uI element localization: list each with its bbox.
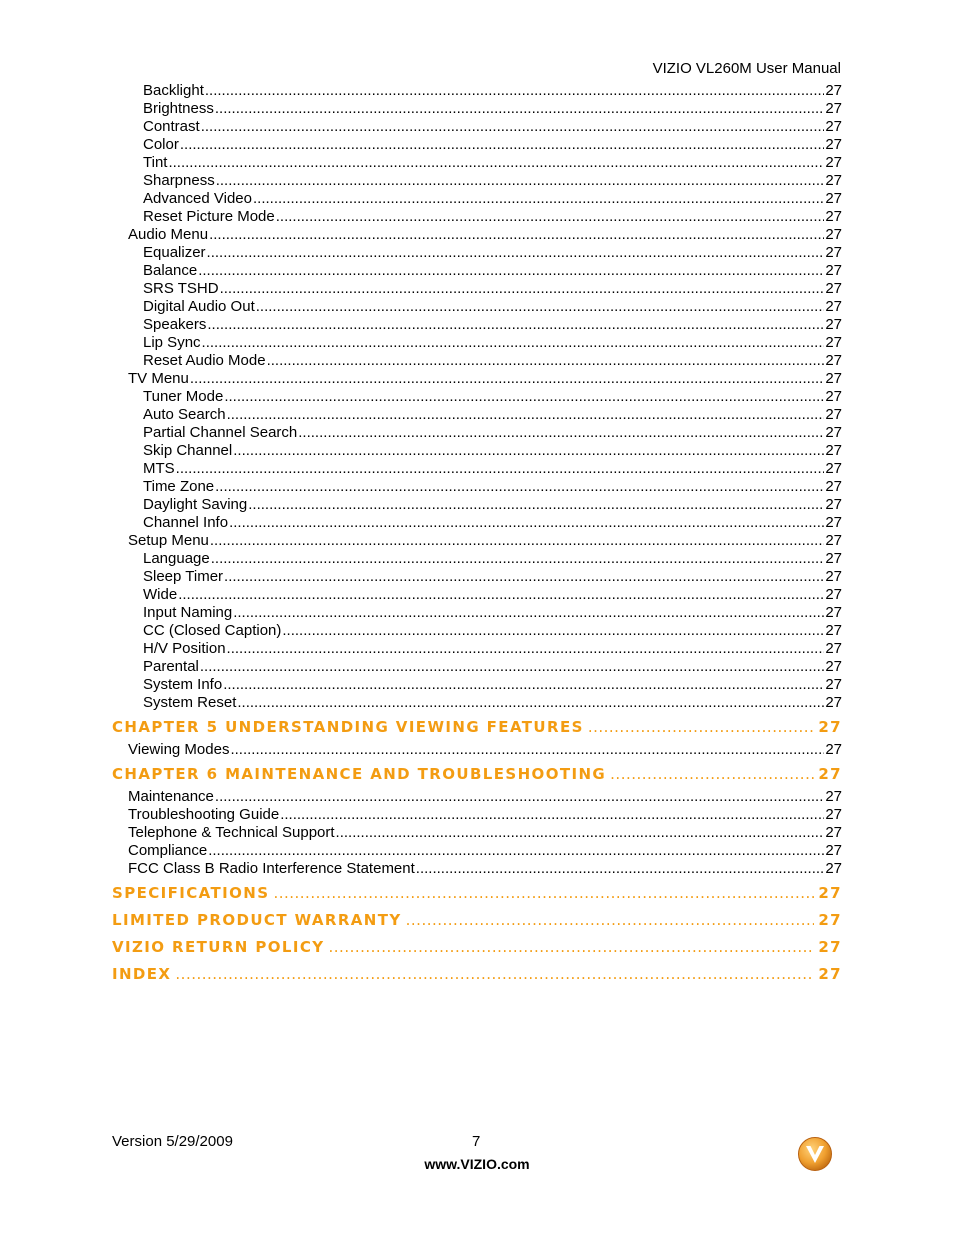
toc-dot-leader [207, 316, 824, 334]
toc-page-number: 27 [818, 718, 842, 736]
toc-page-number: 27 [825, 676, 842, 693]
toc-entry-title: Skip Channel [143, 442, 233, 459]
toc-entry-title: Tuner Mode [143, 388, 224, 405]
toc-dot-leader [178, 586, 824, 604]
toc-page-number: 27 [825, 788, 842, 805]
toc-dot-leader [190, 370, 824, 388]
toc-entry-title: Lip Sync [143, 334, 201, 351]
toc-entry[interactable] [112, 514, 842, 532]
toc-entry[interactable] [112, 424, 842, 442]
toc-chapter-heading[interactable] [112, 961, 842, 988]
toc-entry[interactable] [112, 622, 842, 640]
toc-entry-title: Troubleshooting Guide [128, 806, 280, 823]
toc-entry[interactable] [112, 860, 842, 878]
toc-entry[interactable] [112, 460, 842, 478]
toc-dot-leader [180, 136, 824, 154]
toc-page-number: 27 [825, 172, 842, 189]
toc-page-number: 27 [825, 352, 842, 369]
toc-dot-leader [276, 208, 825, 226]
toc-dot-leader [176, 460, 825, 478]
toc-entry-title: Compliance [128, 842, 208, 859]
toc-page-number: 27 [825, 478, 842, 495]
toc-page-number: 27 [825, 118, 842, 135]
toc-page-number: 27 [825, 824, 842, 841]
toc-entry[interactable] [112, 226, 842, 244]
toc-chapter-heading[interactable] [112, 761, 842, 788]
toc-entry-title: Balance [143, 262, 198, 279]
toc-entry-title: Contrast [143, 118, 200, 135]
toc-dot-leader [227, 640, 825, 658]
toc-entry-title: Viewing Modes [128, 741, 230, 758]
toc-entry-title: H/V Position [143, 640, 226, 657]
toc-entry[interactable] [112, 406, 842, 424]
footer-version: Version 5/29/2009 [112, 1133, 233, 1150]
toc-dot-leader [224, 568, 824, 586]
toc-dot-leader [233, 604, 824, 622]
toc-entry-title: CHAPTER 6 MAINTENANCE AND TROUBLESHOOTING [112, 765, 607, 783]
toc-entry-title: Digital Audio Out [143, 298, 255, 315]
toc-entry-title: Wide [143, 586, 178, 603]
toc-page-number: 27 [818, 938, 842, 956]
toc-dot-leader [202, 334, 825, 352]
toc-entry-title: Brightness [143, 100, 214, 117]
toc-dot-leader [256, 298, 825, 316]
toc-page-number: 27 [825, 694, 842, 711]
toc-entry[interactable] [112, 658, 842, 676]
toc-entry[interactable] [112, 442, 842, 460]
toc-chapter-heading[interactable] [112, 934, 842, 961]
toc-dot-leader [230, 741, 824, 759]
toc-entry-title: Telephone & Technical Support [128, 824, 335, 841]
toc-dot-leader [215, 100, 824, 118]
toc-entry[interactable] [112, 788, 842, 806]
toc-dot-leader [588, 714, 815, 741]
toc-page-number: 27 [825, 82, 842, 99]
toc-entry[interactable] [112, 532, 842, 550]
toc-dot-leader [205, 82, 824, 100]
toc-page-number: 27 [825, 460, 842, 477]
toc-page-number: 27 [825, 532, 842, 549]
toc-entry[interactable] [112, 824, 842, 842]
toc-dot-leader [329, 934, 815, 961]
toc-entry[interactable] [112, 842, 842, 860]
toc-dot-leader [298, 424, 824, 442]
toc-dot-leader [237, 694, 824, 712]
toc-entry-title: Advanced Video [143, 190, 252, 207]
toc-entry-title: Setup Menu [128, 532, 209, 549]
toc-page-number: 27 [825, 370, 842, 387]
toc-entry[interactable] [112, 118, 842, 136]
toc-page-number: 27 [825, 388, 842, 405]
toc-dot-leader [267, 352, 825, 370]
toc-page-number: 27 [818, 911, 842, 929]
toc-entry-title: Maintenance [128, 788, 214, 805]
toc-page-number: 27 [825, 226, 842, 243]
footer-page-number: 7 [472, 1133, 481, 1150]
toc-page-number: 27 [825, 298, 842, 315]
toc-page-number: 27 [825, 208, 842, 225]
toc-dot-leader [210, 532, 824, 550]
toc-dot-leader [416, 860, 825, 878]
toc-entry-title: LIMITED PRODUCT WARRANTY [112, 911, 402, 929]
toc-dot-leader [229, 514, 824, 532]
toc-page-number: 27 [825, 496, 842, 513]
toc-dot-leader [207, 244, 825, 262]
toc-dot-leader [610, 761, 814, 788]
toc-entry-title: Parental [143, 658, 199, 675]
vizio-v-logo-icon [797, 1136, 833, 1172]
toc-entry-title: Equalizer [143, 244, 206, 261]
toc-entry[interactable] [112, 676, 842, 694]
toc-page-number: 27 [825, 860, 842, 877]
toc-entry[interactable] [112, 334, 842, 352]
toc-entry[interactable] [112, 604, 842, 622]
toc-entry[interactable] [112, 136, 842, 154]
toc-entry[interactable] [112, 298, 842, 316]
toc-dot-leader [216, 172, 825, 190]
toc-entry[interactable] [112, 806, 842, 824]
toc-entry-title: Speakers [143, 316, 207, 333]
page-header-title: VIZIO VL260M User Manual [652, 60, 841, 77]
toc-chapter-heading[interactable] [112, 714, 842, 741]
toc-page-number: 27 [825, 334, 842, 351]
toc-entry-title: Reset Audio Mode [143, 352, 266, 369]
toc-page-number: 27 [825, 154, 842, 171]
toc-dot-leader [336, 824, 825, 842]
toc-page-number: 27 [825, 316, 842, 333]
toc-entry[interactable] [112, 262, 842, 280]
toc-page-number: 27 [825, 806, 842, 823]
toc-page-number: 27 [825, 514, 842, 531]
toc-entry-title: CHAPTER 5 UNDERSTANDING VIEWING FEATURES [112, 718, 584, 736]
toc-dot-leader [227, 406, 825, 424]
toc-entry-title: Backlight [143, 82, 204, 99]
toc-page-number: 27 [825, 100, 842, 117]
toc-page-number: 27 [818, 965, 842, 983]
toc-entry[interactable] [112, 478, 842, 496]
toc-entry-title: Tint [143, 154, 168, 171]
toc-entry[interactable] [112, 370, 842, 388]
toc-entry-title: Reset Picture Mode [143, 208, 275, 225]
toc-entry[interactable] [112, 388, 842, 406]
toc-entry[interactable] [112, 496, 842, 514]
footer-url[interactable]: www.VIZIO.com [424, 1156, 530, 1172]
toc-entry-title: System Reset [143, 694, 237, 711]
toc-entry[interactable] [112, 100, 842, 118]
toc-dot-leader [223, 676, 824, 694]
toc-entry-title: Sharpness [143, 172, 215, 189]
toc-entry-title: System Info [143, 676, 223, 693]
toc-page-number: 27 [825, 262, 842, 279]
toc-entry-title: FCC Class B Radio Interference Statement [128, 860, 415, 877]
toc-entry[interactable] [112, 172, 842, 190]
toc-dot-leader [224, 388, 824, 406]
toc-entry-title: CC (Closed Caption) [143, 622, 282, 639]
toc-entry-title: Input Naming [143, 604, 233, 621]
toc-entry[interactable] [112, 244, 842, 262]
table-of-contents [112, 82, 842, 988]
toc-entry-title: Language [143, 550, 210, 567]
toc-page-number: 27 [825, 842, 842, 859]
toc-entry[interactable] [112, 694, 842, 712]
toc-page-number: 27 [825, 550, 842, 567]
toc-page-number: 27 [818, 765, 842, 783]
toc-entry-title: TV Menu [128, 370, 189, 387]
toc-dot-leader [208, 842, 824, 860]
toc-dot-leader [233, 442, 824, 460]
toc-dot-leader [201, 118, 825, 136]
toc-page-number: 27 [825, 406, 842, 423]
toc-dot-leader [273, 880, 814, 907]
toc-entry[interactable] [112, 280, 842, 298]
toc-page-number: 27 [825, 658, 842, 675]
toc-dot-leader [215, 478, 824, 496]
toc-chapter-heading[interactable] [112, 907, 842, 934]
toc-page-number: 27 [825, 640, 842, 657]
toc-entry-title: Auto Search [143, 406, 226, 423]
toc-entry-title: Audio Menu [128, 226, 209, 243]
toc-entry[interactable] [112, 190, 842, 208]
toc-dot-leader [280, 806, 824, 824]
toc-page-number: 27 [825, 604, 842, 621]
toc-entry-title: MTS [143, 460, 175, 477]
toc-dot-leader [282, 622, 824, 640]
toc-entry-title: Partial Channel Search [143, 424, 298, 441]
toc-entry[interactable] [112, 586, 842, 604]
toc-page-number: 27 [825, 442, 842, 459]
toc-entry-title: Color [143, 136, 179, 153]
toc-dot-leader [253, 190, 824, 208]
toc-page-number: 27 [825, 136, 842, 153]
toc-entry-title: SPECIFICATIONS [112, 884, 270, 902]
toc-dot-leader [215, 788, 824, 806]
toc-page-number: 27 [825, 280, 842, 297]
toc-entry-title: VIZIO RETURN POLICY [112, 938, 325, 956]
toc-dot-leader [406, 907, 815, 934]
toc-entry-title: Sleep Timer [143, 568, 224, 585]
toc-chapter-heading[interactable] [112, 880, 842, 907]
toc-page-number: 27 [818, 884, 842, 902]
toc-entry[interactable] [112, 82, 842, 100]
toc-dot-leader [200, 658, 824, 676]
toc-dot-leader [211, 550, 825, 568]
toc-dot-leader [168, 154, 824, 172]
toc-dot-leader [248, 496, 824, 514]
toc-page-number: 27 [825, 586, 842, 603]
toc-dot-leader [198, 262, 824, 280]
toc-dot-leader [209, 226, 824, 244]
toc-entry[interactable] [112, 741, 842, 759]
toc-page-number: 27 [825, 741, 842, 758]
toc-entry[interactable] [112, 550, 842, 568]
toc-dot-leader [220, 280, 825, 298]
toc-entry[interactable] [112, 352, 842, 370]
toc-entry-title: Channel Info [143, 514, 229, 531]
toc-entry-title: Time Zone [143, 478, 215, 495]
toc-entry[interactable] [112, 208, 842, 226]
toc-page-number: 27 [825, 568, 842, 585]
toc-entry-title: Daylight Saving [143, 496, 248, 513]
toc-page-number: 27 [825, 622, 842, 639]
toc-entry[interactable] [112, 640, 842, 658]
toc-entry[interactable] [112, 316, 842, 334]
toc-entry[interactable] [112, 154, 842, 172]
toc-entry-title: SRS TSHD [143, 280, 219, 297]
toc-page-number: 27 [825, 424, 842, 441]
toc-dot-leader [175, 961, 814, 988]
toc-page-number: 27 [825, 190, 842, 207]
toc-entry-title: INDEX [112, 965, 172, 983]
toc-page-number: 27 [825, 244, 842, 261]
toc-entry[interactable] [112, 568, 842, 586]
